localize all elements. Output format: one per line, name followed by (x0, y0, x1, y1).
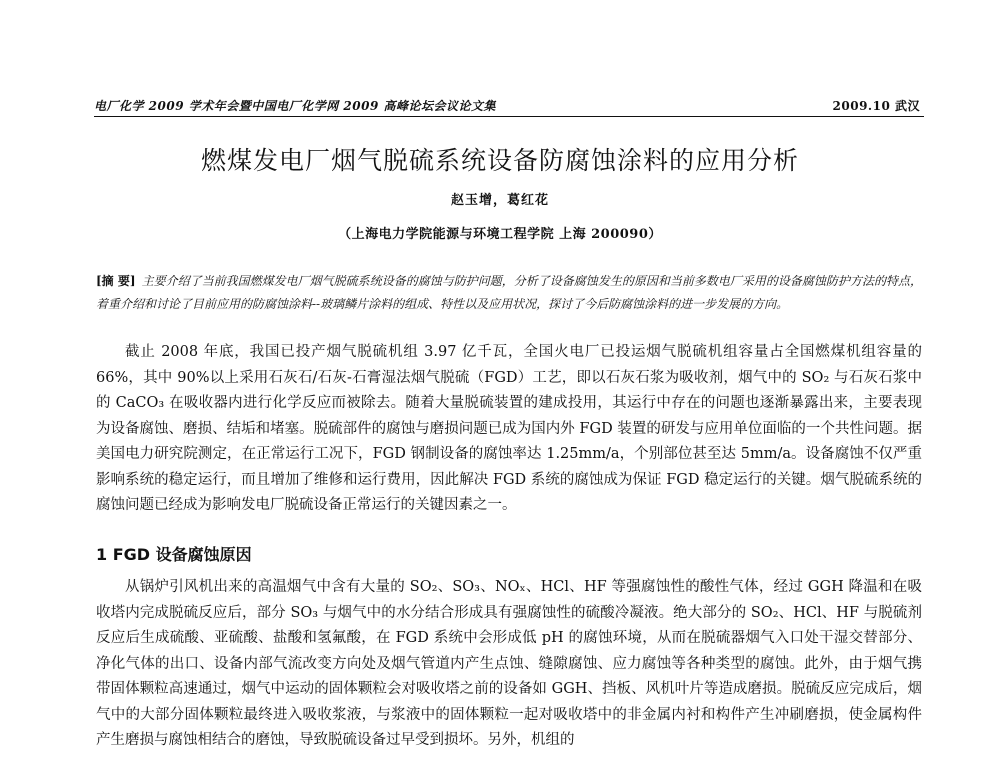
running-header (94, 97, 920, 114)
header-rule (94, 116, 924, 117)
running-header-left: 电厂化学 2009 学术年会暨中国电厂化学网 2009 高峰论坛会议论文集 (94, 99, 497, 113)
authors: 赵玉增，葛红花 (450, 193, 549, 208)
intro-paragraph: 截止 2008 年底，我国已投产烟气脱硫机组 3.97 亿千瓦，全国火电厂已投运烟气脱硫机组容量占全国燃煤机组容量的 66%，其中 90%以上采用石灰石/石灰-石膏湿法烟气脱硫（FGD）工艺，即以石灰石浆为吸收剂，烟气中的 SO₂ 与石灰石浆中的 CaCO₃ 在吸收器内进行化学反应而被除去。随着大量脱硫装置的建成投用，其运行中存在的问题也逐渐暴露出来，主要表现为设备腐蚀、磨损、结垢和堵塞。脱硫部件的腐蚀与磨损问题已成为国内外 FGD 装置的研发与应用单位面临的一个共性问题。据美国电力研究院测定，在正常运行工况下，FGD 钢制设备的腐蚀率达 1.25mm/a，个别部位甚至达 5mm/a。设备腐蚀不仅严重影响系统的稳定运行，而且增加了维修和运行费用，因此解决 FGD 系统的腐蚀成为保证 FGD 稳定运行的关键。烟气脱硫系统的腐蚀问题已经成为影响发电厂脱硫设备正常运行的关键因素之一。 (96, 344, 922, 513)
running-header-right: 2009.10 武汉 (832, 99, 920, 113)
section-heading: 1 FGD 设备腐蚀原因 (96, 545, 252, 564)
paper-title: 燃煤发电厂烟气脱硫系统设备防腐蚀涂料的应用分析 (200, 146, 799, 175)
section-paragraph: 从锅炉引风机出来的高温烟气中含有大量的 SO₂、SO₃、NOₓ、HCl、HF 等强腐蚀性的酸性气体，经过 GGH 降温和在吸收塔内完成脱硫反应后，部分 SO₃ 与烟气中的水分结合形成具有强腐蚀性的硫酸冷凝液。绝大部分的 SO₂、HCl、HF 与脱硫剂反应后生成硫酸、亚硫酸、盐酸和氢氟酸，在 FGD 系统中会形成低 pH 的腐蚀环境，从而在脱硫器烟气入口处干湿交替部分、净化气体的出口、设备内部气流改变方向处及烟气管道内产生点蚀、缝隙腐蚀、应力腐蚀等各种类型的腐蚀。此外，由于烟气携带固体颗粒高速通过，烟气中运动的固体颗粒会对吸收塔之前的设备如 GGH、挡板、风机叶片等造成磨损。脱硫反应完成后，烟气中的大部分固体颗粒最终进入吸收浆液，与浆液中的固体颗粒一起对吸收塔中的非金属内衬和构件产生冲刷磨损，使金属构件产生磨损与腐蚀相结合的磨蚀，导致脱硫设备过早受到损坏。另外，机组的 (96, 579, 922, 748)
abstract-label: [摘 要] (96, 274, 136, 288)
affiliation: （上海电力学院能源与环境工程学院 上海 200090） (338, 227, 662, 242)
abstract (96, 270, 922, 316)
abstract-text: 主要介绍了当前我国燃煤发电厂烟气脱硫系统设备的腐蚀与防护问题，分析了设备腐蚀发生的原因和当前多数电厂采用的设备腐蚀防护方法的特点，着重介绍和讨论了目前应用的防腐蚀涂料--玻璃鳞片涂料的组成、特性以及应用状况，探讨了今后防腐蚀涂料的进一步发展的方向。 (96, 274, 922, 311)
